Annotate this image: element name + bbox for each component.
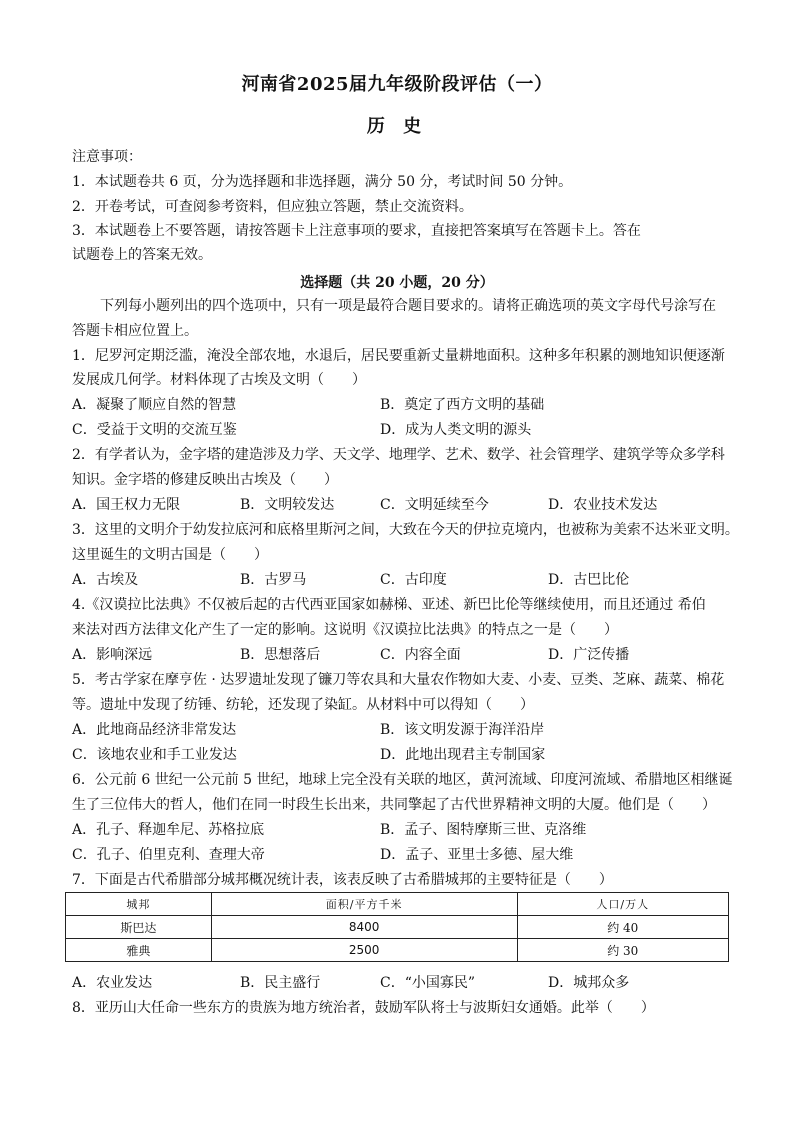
question-7-option-d: D．城邦众多 [548,975,630,991]
subject-title: 历 史 [366,116,428,137]
question-3-option-a: A．古埃及 [72,572,139,588]
section-instruction: 下列每小题列出的四个选项中，只有一项是最符合题目要求的。请将正确选项的英文字母代号涂写在 [100,298,716,314]
question-1-stem: 发展成几何学。材料体现了古埃及文明（ ） [72,372,366,388]
table-cell: 约 40 [517,916,728,939]
table-header-cell: 城邦 [66,893,212,916]
question-2-option-d: D．农业技术发达 [548,497,658,513]
question-6-option-b: B．孟子、图特摩斯三世、克洛维 [380,822,587,838]
question-3-option-c: C．古印度 [380,572,447,588]
question-7-option-b: B．民主盛行 [240,975,321,991]
table-header-cell: 人口/万人 [517,893,728,916]
question-7-option-c: C．“小国寡民” [380,975,476,991]
city-state-table [65,892,729,962]
table-header-row [66,893,729,916]
notice-item: 3．本试题卷上不要答题，请按答题卡上注意事项的要求，直接把答案填写在答题卡上。答在 [72,223,641,239]
question-6-option-a: A．孔子、释迦牟尼、苏格拉底 [72,822,265,838]
table-cell: 雅典 [66,939,212,962]
question-8-stem: 8．亚历山大任命一些东方的贵族为地方统治者，鼓励军队将士与波斯妇女通婚。此举（ ） [72,1000,655,1016]
question-5-option-a: A．此地商品经济非常发达 [72,722,237,738]
question-2-option-c: C．文明延续至今 [380,497,489,513]
question-3-option-b: B．古罗马 [240,572,307,588]
notice-heading: 注意事项： [72,149,142,165]
question-7-stem: 7．下面是古代希腊部分城邦概况统计表，该表反映了古希腊城邦的主要特征是（ ） [72,872,613,888]
table-row [66,939,729,962]
table-cell: 2500 [211,939,517,962]
question-6-option-c: C．孔子、伯里克利、查理大帝 [72,847,265,863]
question-5-option-c: C．该地农业和手工业发达 [72,747,237,763]
question-3-option-d: D．古巴比伦 [548,572,630,588]
question-1-option-b: B．奠定了西方文明的基础 [380,397,545,413]
question-6-stem: 生了三位伟大的哲人，他们在同一时段生长出来，共同擎起了古代世界精神文明的大厦。他们是（ ） [72,797,716,813]
question-4-stem: 4.《汉谟拉比法典》不仅被后起的古代西亚国家如赫梯、亚述、新巴比伦等继续使用，而且还通过 希伯 [72,597,706,613]
question-4-option-d: D．广泛传播 [548,647,630,663]
question-1-option-d: D．成为人类文明的源头 [380,422,532,438]
question-7-option-a: A．农业发达 [72,975,153,991]
question-4-option-b: B．思想落后 [240,647,321,663]
question-2-stem: 知识。金字塔的修建反映出古埃及（ ） [72,472,338,488]
table-header-cell: 面积/平方千米 [211,893,517,916]
question-1-option-a: A．凝聚了顺应自然的智慧 [72,397,237,413]
table-cell: 斯巴达 [66,916,212,939]
question-3-stem: 3．这里的文明介于幼发拉底河和底格里斯河之间，大致在今天的伊拉克境内，也被称为美索不达米亚文明。 [72,522,739,538]
notice-item: 2．开卷考试，可查阅参考资料，但应独立答题，禁止交流资料。 [72,199,473,215]
question-5-option-d: D．此地出现君主专制国家 [380,747,546,763]
question-6-stem: 6．公元前 6 世纪一公元前 5 世纪，地球上完全没有关联的地区，黄河流域、印度河流域、希腊地区相继诞 [72,772,733,788]
table-cell: 约 30 [517,939,728,962]
question-2-option-b: B．文明较发达 [240,497,335,513]
section-instruction: 答题卡相应位置上。 [72,323,198,339]
question-5-stem: 等。遗址中发现了纺锤、纺轮，还发现了染缸。从材料中可以得知（ ） [72,697,534,713]
question-4-stem: 来法对西方法律文化产生了一定的影响。这说明《汉谟拉比法典》的特点之一是（ ） [72,622,618,638]
section-title: 选择题（共 20 小题，20 分） [300,275,494,291]
table-cell: 8400 [211,916,517,939]
page-title: 河南省2025届九年级阶段评估（一） [241,74,553,95]
table-row [66,916,729,939]
notice-item: 试题卷上的答案无效。 [72,247,212,263]
question-1-stem: 1．尼罗河定期泛滥，淹没全部农地，水退后，居民要重新丈量耕地面积。这种多年积累的测地知识便逐渐 [72,348,725,364]
question-6-option-d: D．孟子、亚里士多德、屋大维 [380,847,574,863]
question-2-option-a: A．国王权力无限 [72,497,181,513]
question-4-option-a: A．影响深远 [72,647,153,663]
question-2-stem: 2．有学者认为，金字塔的建造涉及力学、天文学、地理学、艺术、数学、社会管理学、建筑学等众多学科 [72,447,725,463]
question-5-option-b: B．该文明发源于海洋沿岸 [380,722,545,738]
question-4-option-c: C．内容全面 [380,647,461,663]
question-1-option-c: C．受益于文明的交流互鉴 [72,422,237,438]
question-3-stem: 这里诞生的文明古国是（ ） [72,547,268,563]
question-5-stem: 5．考古学家在摩亨佐 · 达罗遗址发现了镰刀等农具和大量农作物如大麦、小麦、豆类、芝麻、蔬菜、棉花 [72,672,725,688]
notice-item: 1．本试题卷共 6 页，分为选择题和非选择题，满分 50 分，考试时间 50 分钟。 [72,174,573,190]
